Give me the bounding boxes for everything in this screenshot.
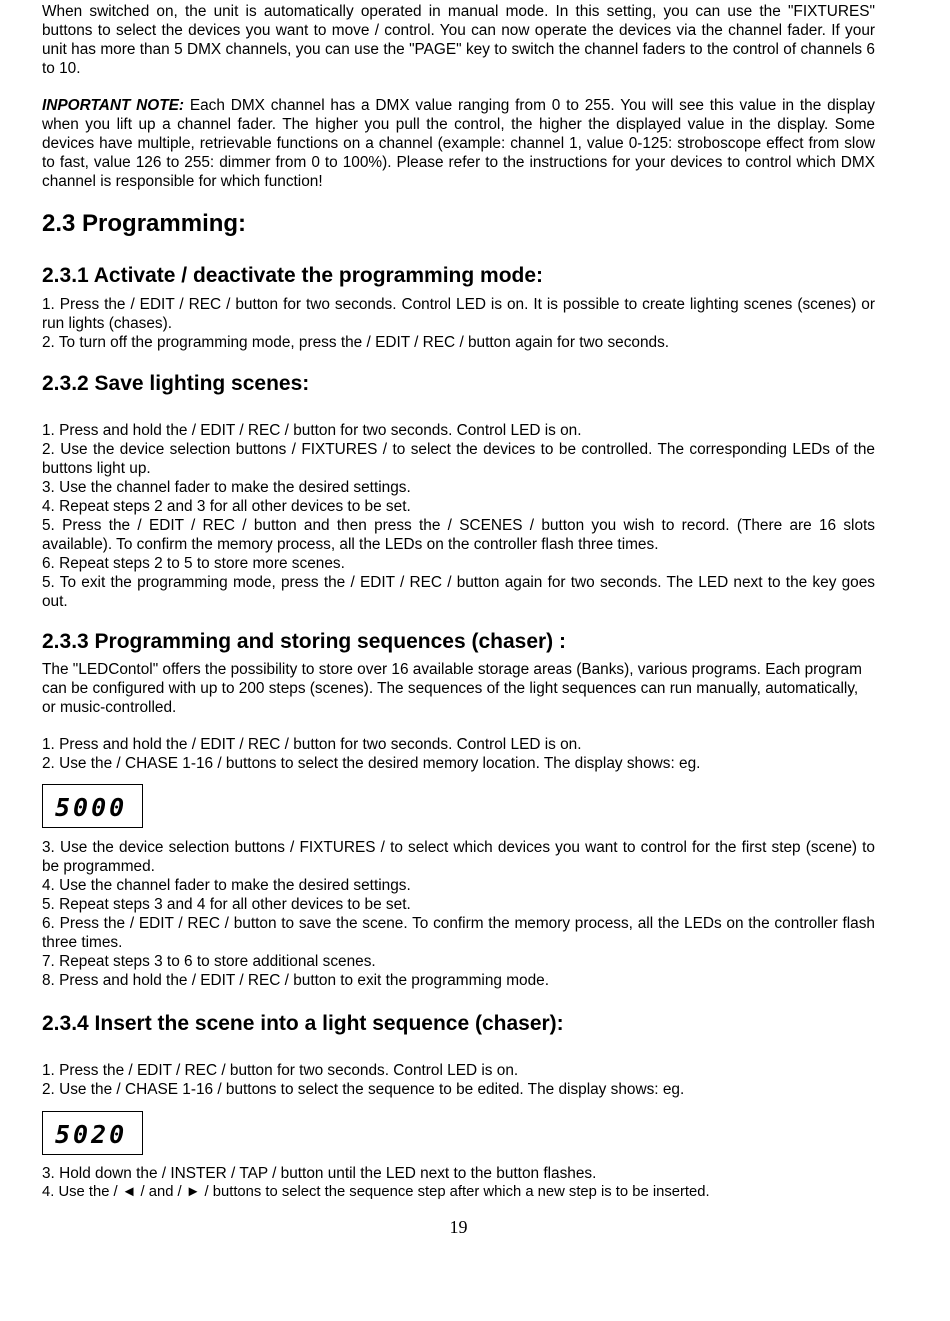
step-line: 2. To turn off the programming mode, press the / EDIT / REC / button again for two seconds. — [42, 334, 670, 351]
section-heading-2-3: 2.3 Programming: — [42, 210, 247, 237]
section-2-3-4-steps-a — [42, 1061, 875, 1099]
note-text: Each DMX channel has a DMX value ranging from 0 to 255. You will see this value in the display when you lift up a channel fader. The higher you pull the control, the higher the displayed value in the display. Some devices have multiple, retrievable functions on a channel (example: channel 1, value 0-125: stroboscope effect from slow to fast, value 126 to 255: dimmer from 0 to 100%). Please refer to the instructions for your devices to control which DMX channel is responsible for which function! — [42, 97, 875, 190]
lcd-display-example — [42, 784, 143, 828]
section-heading-2-3-4: 2.3.4 Insert the scene into a light sequence (chaser): — [42, 1012, 564, 1035]
step-line: 2. Use the / CHASE 1-16 / buttons to select the desired memory location. The display shows: eg. — [42, 755, 701, 772]
lcd-digits — [55, 1121, 133, 1147]
lcd-digits — [55, 794, 133, 820]
section-heading-2-3-3: 2.3.3 Programming and storing sequences (chaser) : — [42, 630, 566, 653]
step-line: 4. Use the / ◄ / and / ► / buttons to select the sequence step after which a new step is to be inserted. — [42, 1184, 710, 1200]
step-line: 5. Repeat steps 3 and 4 for all other devices to be set. — [42, 896, 411, 913]
lcd-display-example — [42, 1111, 143, 1155]
section-heading-2-3-2: 2.3.2 Save lighting scenes: — [42, 372, 310, 395]
step-line: 4. Repeat steps 2 and 3 for all other devices to be set. — [42, 498, 411, 515]
step-line: 6. Repeat steps 2 to 5 to store more scenes. — [42, 555, 345, 572]
page-number: 19 — [449, 1217, 468, 1237]
step-line: 8. Press and hold the / EDIT / REC / button to exit the programming mode. — [42, 972, 550, 989]
step-line: 2. Use the / CHASE 1-16 / buttons to select the sequence to be edited. The display shows: eg. — [42, 1081, 685, 1098]
step-line: 3. Use the channel fader to make the desired settings. — [42, 479, 411, 496]
step-line: 5. To exit the programming mode, press the / EDIT / REC / button again for two seconds. The LED next to the key goes out. — [42, 574, 875, 610]
section-2-3-1-steps — [42, 295, 875, 352]
section-2-3-2-steps — [42, 421, 875, 611]
intro-paragraph: When switched on, the unit is automatically operated in manual mode. In this setting, you can use the "FIXTURES" buttons to select the devices you want to move / control. You can now operate the devices via the channel fader. If your unit has more than 5 DMX channels, you can use the "PAGE" key to switch the channel faders to the control of channels 6 to 10. — [42, 3, 875, 77]
step-line: 1. Press the / EDIT / REC / button for two seconds. Control LED is on. — [42, 1062, 519, 1079]
important-note — [42, 96, 875, 191]
svg-text:5000: 5000 — [55, 794, 128, 820]
section-2-3-3-steps-a — [42, 735, 875, 773]
step-line: 1. Press and hold the / EDIT / REC / button for two seconds. Control LED is on. — [42, 736, 582, 753]
step-line: 1. Press and hold the / EDIT / REC / button for two seconds. Control LED is on. — [42, 422, 582, 439]
step-line: 6. Press the / EDIT / REC / button to save the scene. To confirm the memory process, all the LEDs on the controller flash three times. — [42, 915, 875, 951]
section-heading-2-3-1: 2.3.1 Activate / deactivate the programming mode: — [42, 264, 544, 287]
step-line: 7. Repeat steps 3 to 6 to store additional scenes. — [42, 953, 376, 970]
step-line: 2. Use the device selection buttons / FIXTURES / to select the devices to be controlled. The corresponding LEDs of the buttons light up. — [42, 441, 875, 477]
section-2-3-3-intro: The "LEDContol" offers the possibility to store over 16 available storage areas (Banks), various programs. Each program can be configured with up to 200 steps (scenes). The sequences of the light sequences can run manually, automatically, or music-controlled. — [42, 661, 862, 716]
step-line: 3. Hold down the / INSTER / TAP / button until the LED next to the button flashes. — [42, 1165, 597, 1182]
note-label: INPORTANT NOTE: — [42, 97, 185, 114]
step-line: 3. Use the device selection buttons / FIXTURES / to select which devices you want to control for the first step (scene) to be programmed. — [42, 839, 875, 875]
svg-text:5020: 5020 — [55, 1121, 128, 1147]
step-line: 5. Press the / EDIT / REC / button and then press the / SCENES / button you wish to record. (There are 16 slots available). To confirm the memory process, all the LEDs on the controller flash three times. — [42, 517, 875, 553]
step-line: 1. Press the / EDIT / REC / button for two seconds. Control LED is on. It is possible to create lighting scenes (scenes) or run lights (chases). — [42, 296, 875, 332]
section-2-3-4-steps-b — [42, 1164, 875, 1202]
section-2-3-3-steps-b — [42, 838, 875, 990]
step-line: 4. Use the channel fader to make the desired settings. — [42, 877, 411, 894]
